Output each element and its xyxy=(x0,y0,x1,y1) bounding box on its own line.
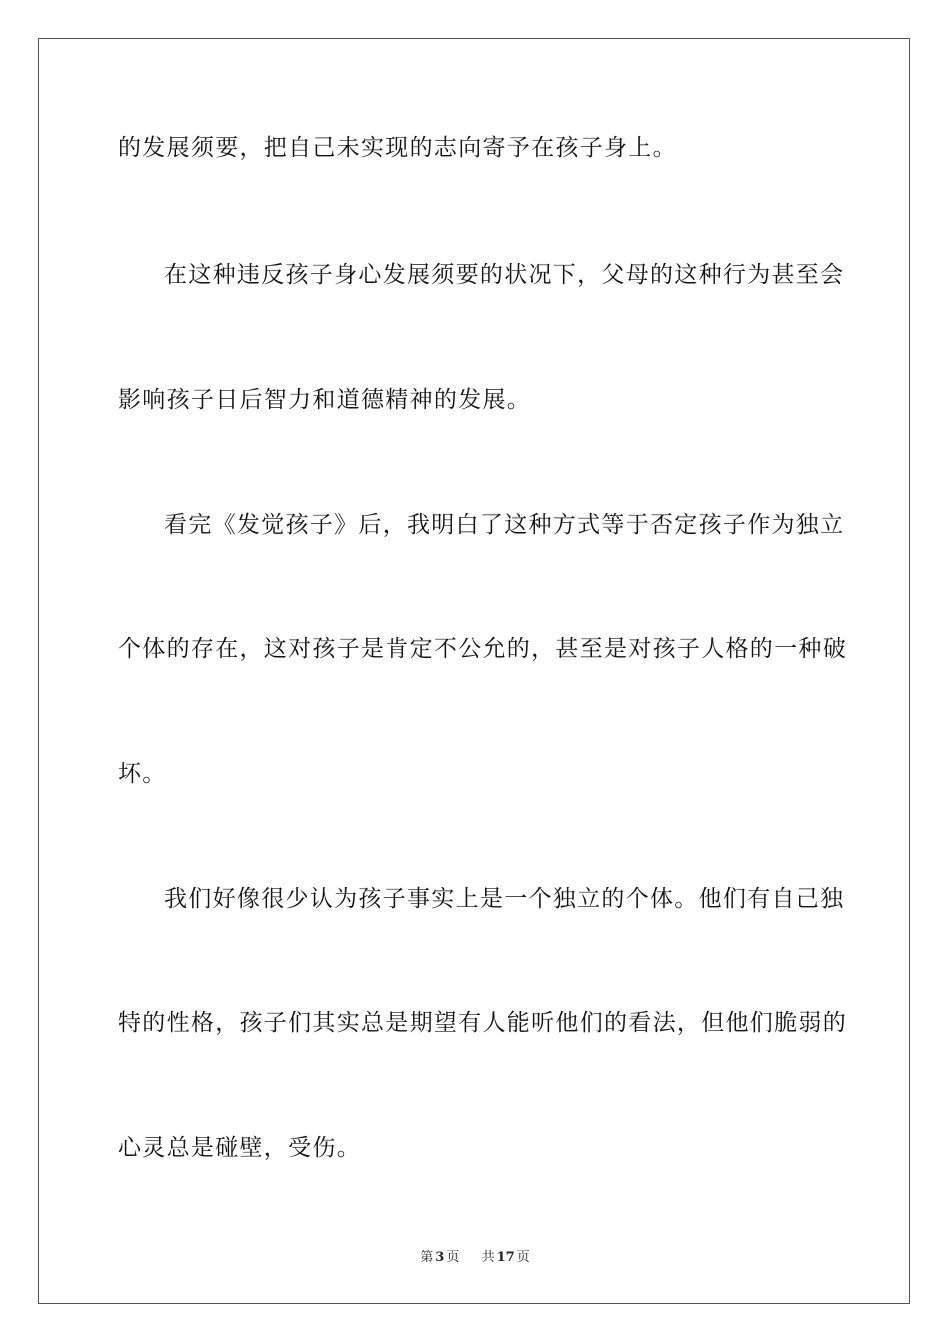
text-line: 坏。 xyxy=(118,761,167,787)
footer-page-number: 3 xyxy=(435,1250,445,1265)
text-line: 的发展须要，把自己未实现的志向寄予在孩子身上。 xyxy=(118,135,677,161)
footer-page-suffix: 页 xyxy=(446,1250,460,1265)
footer-page-prefix: 第 xyxy=(420,1250,434,1265)
text-line: 看完《发觉孩子》后，我明白了这种方式等于否定孩子作为独立 xyxy=(164,512,845,538)
footer-total-suffix: 页 xyxy=(516,1250,530,1265)
text-line: 在这种违反孩子身心发展须要的状况下，父母的这种行为甚至会 xyxy=(164,262,845,288)
text-line: 特的性格，孩子们其实总是期望有人能听他们的看法，但他们脆弱的 xyxy=(118,1010,847,1036)
text-line: 影响孩子日后智力和道德精神的发展。 xyxy=(118,387,532,413)
text-line: 个体的存在，这对孩子是肯定不公允的，甚至是对孩子人格的一种破 xyxy=(118,636,847,662)
page-border xyxy=(38,38,910,1304)
text-line: 心灵总是碰壁，受伤。 xyxy=(118,1135,361,1161)
page-footer xyxy=(0,1246,950,1265)
footer-total-pages: 17 xyxy=(496,1250,515,1265)
footer-total-prefix: 共 xyxy=(481,1250,495,1265)
text-line: 我们好像很少认为孩子事实上是一个独立的个体。他们有自己独 xyxy=(164,886,845,912)
